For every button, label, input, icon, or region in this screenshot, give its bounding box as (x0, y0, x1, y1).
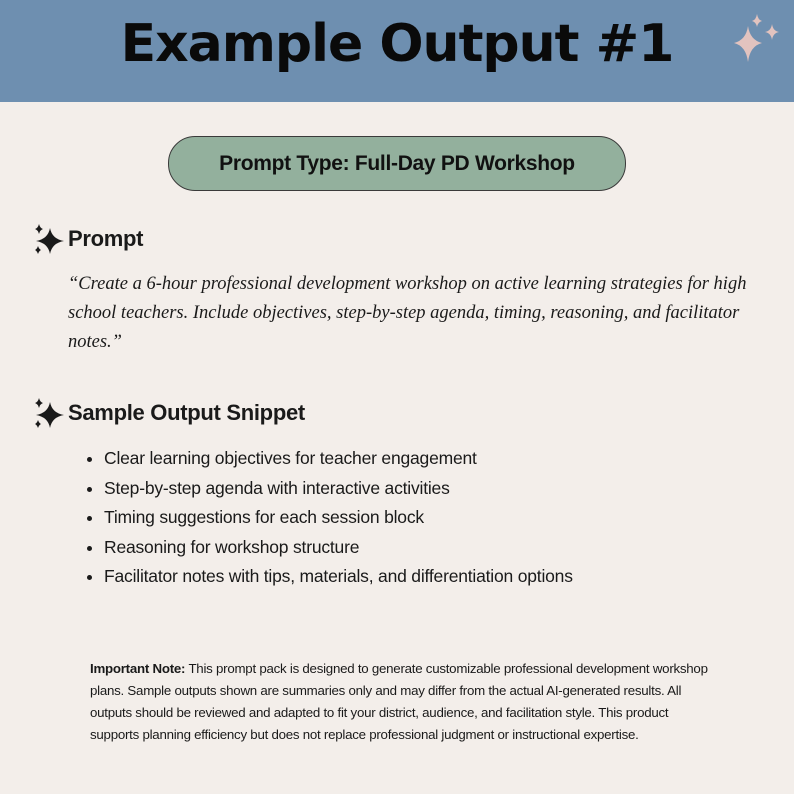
sample-heading-text: Sample Output Snippet (68, 400, 305, 425)
sparkle-icon (728, 12, 784, 66)
list-item: • Timing suggestions for each session block (104, 503, 573, 533)
note-text: This prompt pack is designed to generate customizable professional development workshop plans. Sample outputs shown are summaries only and may differ from the actual AI-generated results. All outputs should be reviewed and adapted to fit your district, audience, and facilitation style. This product supports planning efficiency but does not replace professional judgment or instructional expertise. (90, 661, 708, 742)
list-item: • Facilitator notes with tips, materials, and differentiation options (104, 562, 573, 592)
important-note (90, 658, 710, 746)
prompt-text: “Create a 6-hour professional development workshop on active learning strategies for high school teachers. Include objectives, step-by-step agenda, timing, reasoning, and facilitator notes.” (68, 274, 747, 352)
sparkle-icon (32, 222, 68, 256)
list-item: • Clear learning objectives for teacher engagement (104, 444, 573, 474)
prompt-heading (32, 222, 143, 256)
sample-output-list (84, 444, 573, 592)
header-banner (0, 0, 794, 102)
list-item: • Step-by-step agenda with interactive activities (104, 474, 573, 504)
prompt-heading-text: Prompt (68, 226, 144, 251)
list-item: • Reasoning for workshop structure (104, 533, 573, 563)
page-title: Example Output #1 (120, 14, 674, 74)
sparkle-icon (32, 396, 68, 430)
sample-heading (32, 396, 305, 430)
prompt-type-badge: Prompt Type: Full-Day PD Workshop (168, 136, 626, 191)
note-label: Important Note: (90, 661, 186, 676)
